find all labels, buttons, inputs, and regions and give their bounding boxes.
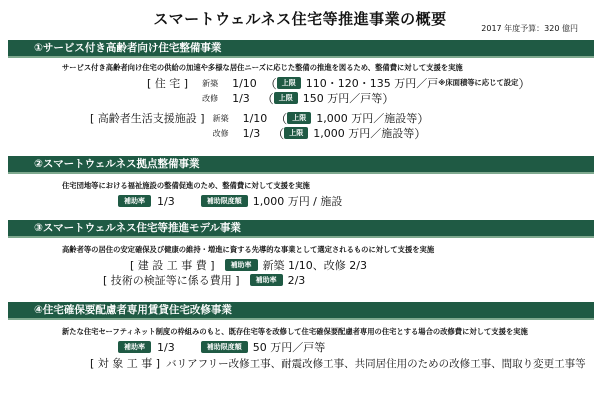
rate-tag: 補助率 bbox=[225, 259, 258, 271]
close-paren: ） bbox=[382, 91, 395, 106]
verification-rate: 2/3 bbox=[287, 273, 306, 287]
rate-tag: 補助率 bbox=[118, 195, 151, 207]
section-4-description: 新たな住宅セーフティネット制度の枠組みのもと、既存住宅等を改修して住宅確保要配慮者専用の住宅とする場合の改修費に対して支援を実施 bbox=[62, 327, 528, 336]
section-4-terms-row bbox=[118, 340, 325, 354]
construction-label: [ 建 設 工 事 費 ] bbox=[130, 259, 215, 272]
facility-new-row bbox=[90, 111, 429, 125]
close-paren: ） bbox=[417, 111, 430, 126]
housing-label: [ 住 宅 ] bbox=[147, 77, 189, 90]
section-4-limit: 50 万円／戸等 bbox=[252, 341, 326, 354]
limit-tag: 上限 bbox=[277, 77, 301, 89]
budget-note: 2017 年度予算：320 億円 bbox=[481, 24, 578, 33]
limit-tag: 上限 bbox=[284, 127, 308, 139]
construction-rate: 新築 1/10、改修 2/3 bbox=[262, 259, 367, 272]
verification-label: [ 技術の検証等に係る費用 ] bbox=[103, 274, 240, 287]
housing-renov-limit: 150 万円／戸等 bbox=[302, 92, 383, 105]
housing-new-note: ※床面積等に応じて設定 bbox=[438, 78, 519, 87]
renovation-label: 改修 bbox=[202, 93, 219, 103]
limit-tag: 上限 bbox=[287, 112, 311, 124]
limit-tag: 上限 bbox=[274, 92, 298, 104]
facility-renov-rate: 1/3 bbox=[242, 126, 261, 140]
section-4-header: ④住宅確保要配慮者専用賃貸住宅改修事業 bbox=[8, 302, 594, 320]
section-2-limit: 1,000 万円 / 施設 bbox=[252, 195, 343, 208]
facility-label: [ 高齢者生活支援施設 ] bbox=[90, 112, 205, 125]
section-2-description: 住宅団地等における福祉施設の整備促進のため、整備費に対して支援を実施 bbox=[62, 181, 310, 190]
close-paren: ） bbox=[414, 126, 427, 141]
section-1-description: サービス付き高齢者向け住宅の供給の加速や多様な居住ニーズに応じた整備の推進を図るため、整備費に対して支援を実施 bbox=[62, 63, 463, 72]
section-2-header: ②スマートウェルネス拠点整備事業 bbox=[8, 156, 594, 174]
open-paren: （ bbox=[272, 126, 285, 141]
target-works: バリアフリー改修工事、耐震改修工事、共同居住用のための改修工事、間取り変更工事等 bbox=[166, 357, 586, 370]
renovation-label: 改修 bbox=[212, 128, 229, 138]
facility-renov-limit: 1,000 万円／施設等 bbox=[313, 127, 415, 140]
facility-renov-row bbox=[90, 126, 426, 140]
section-2-terms-row bbox=[118, 194, 342, 208]
page-title: スマートウェルネス住宅等推進事業の概要 bbox=[153, 10, 447, 28]
housing-new-limit: 110・120・135 万円／戸 bbox=[305, 77, 439, 90]
new-build-label: 新築 bbox=[212, 113, 229, 123]
open-paren: （ bbox=[261, 91, 274, 106]
target-works-row bbox=[90, 356, 586, 370]
housing-renov-row bbox=[147, 91, 394, 105]
rate-tag: 補助率 bbox=[250, 274, 283, 286]
works-label: [ 対 象 工 事 ] bbox=[90, 357, 161, 370]
housing-new-rate: 1/10 bbox=[232, 76, 257, 90]
facility-new-limit: 1,000 万円／施設等 bbox=[316, 112, 418, 125]
section-3-header: ③スマートウェルネス住宅等推進モデル事業 bbox=[8, 220, 594, 238]
new-build-label: 新築 bbox=[202, 78, 219, 88]
construction-cost-row bbox=[130, 258, 367, 272]
rate-tag: 補助率 bbox=[118, 341, 151, 353]
section-3-description: 高齢者等の居住の安定確保及び健康の維持・増進に資する先導的な事業として選定されるものに対して支援を実施 bbox=[62, 245, 435, 254]
open-paren: （ bbox=[264, 76, 277, 91]
housing-renov-rate: 1/3 bbox=[232, 91, 250, 105]
facility-new-rate: 1/10 bbox=[242, 111, 268, 125]
section-2-rate: 1/3 bbox=[157, 194, 175, 208]
section-1-header: ①サービス付き高齢者向け住宅整備事業 bbox=[8, 40, 594, 58]
limit-amount-tag: 補助限度額 bbox=[201, 195, 248, 207]
section-4-rate: 1/3 bbox=[157, 340, 175, 354]
housing-new-row bbox=[147, 76, 530, 90]
open-paren: （ bbox=[275, 111, 288, 126]
close-paren: ） bbox=[518, 76, 531, 91]
verification-cost-row bbox=[103, 273, 305, 287]
limit-amount-tag: 補助限度額 bbox=[201, 341, 248, 353]
